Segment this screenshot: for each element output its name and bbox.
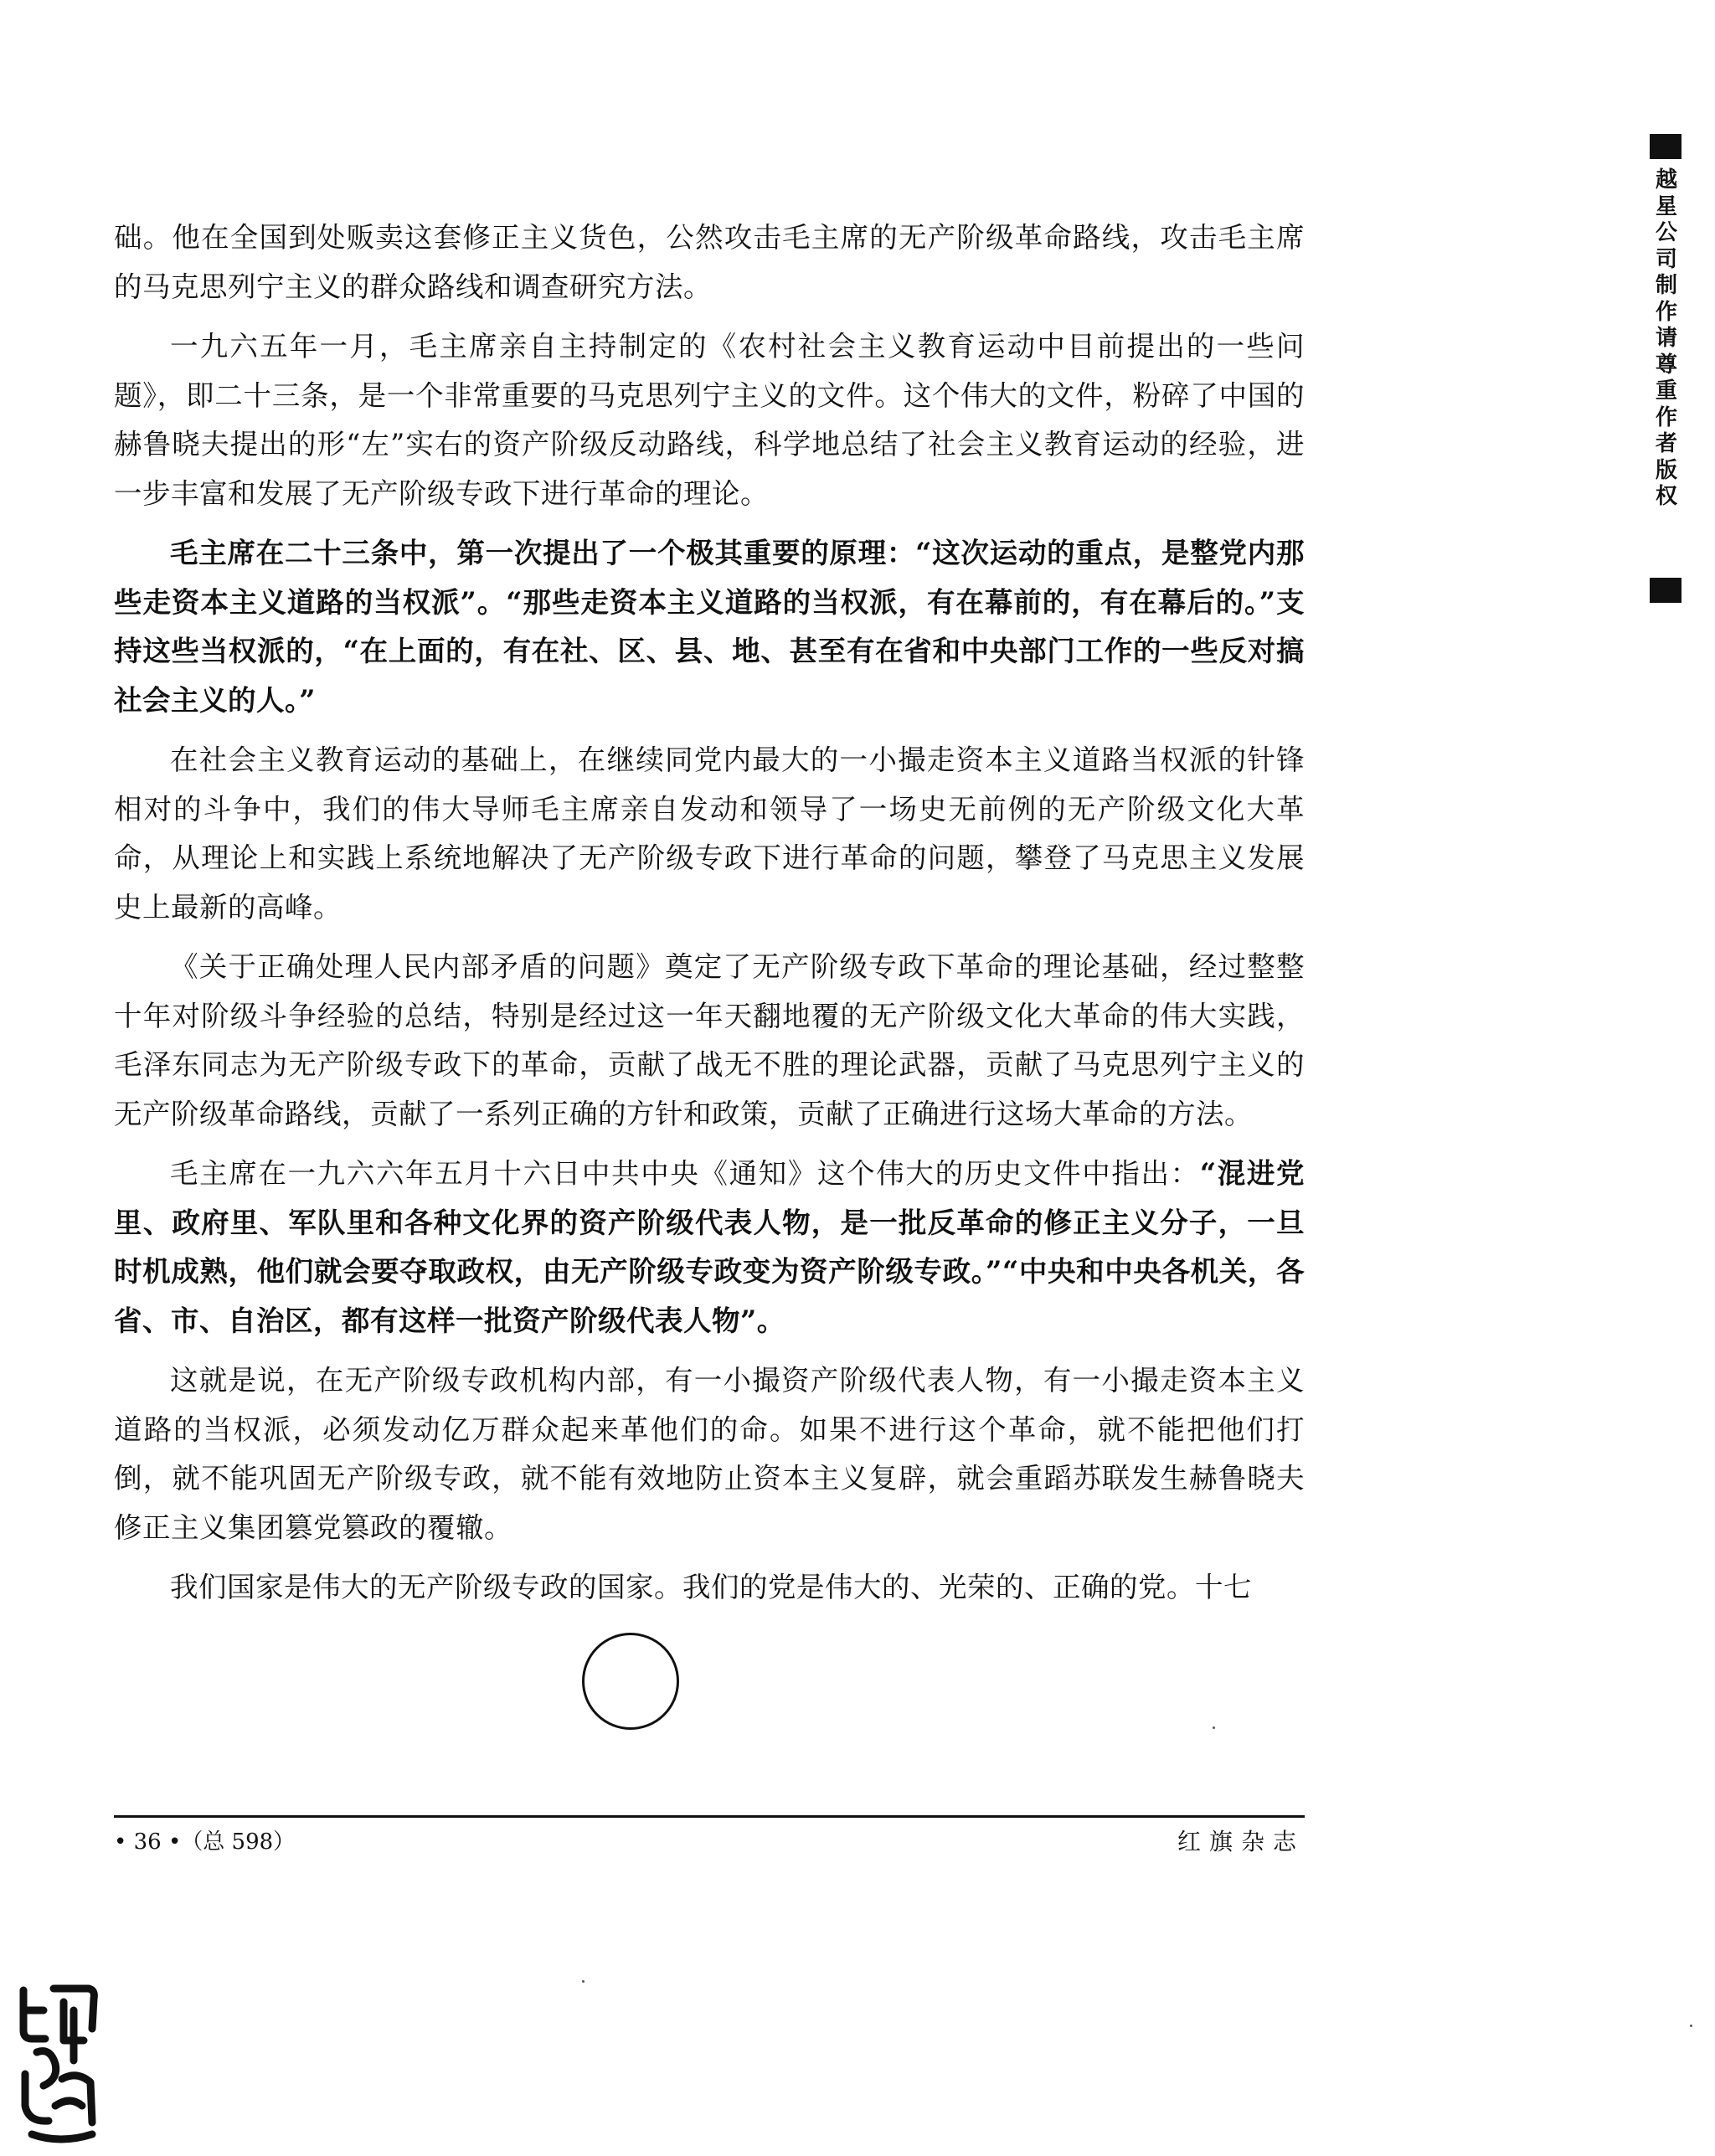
scan-speck [1690,2025,1692,2027]
scan-speck [582,1980,585,1983]
paragraph-6 [114,1150,1305,1346]
paragraph-5: 《关于正确处理人民内部矛盾的问题》奠定了无产阶级专政下革命的理论基础，经过整整十年对阶级斗争经验的总结，特别是经过这一年天翻地覆的无产阶级文化大革命的伟大实践，毛泽东同志为无产阶级专政下的革命，贡献了战无不胜的理论武器，贡献了马克思列宁主义的无产阶级革命路线，贡献了一系列正确的方针和政策，贡献了正确进行这场大革命的方法。 [114,950,1305,1130]
article-body [114,214,1305,1623]
scan-speck [1213,1726,1215,1729]
paragraph-6-lead: 毛主席在一九六六年五月十六日中共中央《通知》这个伟大的历史文件中指出： [170,1157,1200,1190]
side-copyright-banner [1648,134,1685,603]
paragraph-2: 一九六五年一月，毛主席亲自主持制定的《农村社会主义教育运动中目前提出的一些问题》，即二十三条，是一个非常重要的马克思列宁主义的文件。这个伟大的文件，粉碎了中国的赫鲁晓夫提出的形“左”实右的资产阶级反动路线，科学地总结了社会主义教育运动的经验，进一步丰富和发展了无产阶级专政下进行革命的理论。 [114,330,1305,510]
paragraph-3-quote: 毛主席在二十三条中，第一次提出了一个极其重要的原理：“这次运动的重点，是整党内那些走资本主义道路的当权派”。“那些走资本主义道路的当权派，有在幕前的，有在幕后的。”支持这些当权派的，“在上面的，有在社、区、县、地、甚至有在省和中央部门工作的一些反对搞社会主义的人。” [114,537,1305,717]
page-number: • 36 •（总 598） [114,1829,296,1855]
banner-text: 越星公司制作请尊重作者版权 [1655,167,1677,509]
paragraph-6-quote: “混进党里、政府里、军队里和各种文化界的资产阶级代表人物，是一批反革命的修正主义分子，一旦时机成熟，他们就会要夺取政权，由无产阶级专政变为资产阶级专政。”“中央和中央各机关，各省、市、自治区，都有这样一批资产阶级代表人物”。 [114,1157,1305,1337]
hand-drawn-circle-mark [582,1633,679,1730]
journal-name: 红旗杂志 [1177,1828,1305,1855]
paragraph-1: 础。他在全国到处贩卖这套修正主义货色，公然攻击毛主席的无产阶级革命路线，攻击毛主席的马克思列宁主义的群众路线和调查研究方法。 [114,221,1305,303]
paragraph-7: 这就是说，在无产阶级专政机构内部，有一小撮资产阶级代表人物，有一小撮走资本主义道路的当权派，必须发动亿万群众起来革他们的命。如果不进行这个革命，就不能把他们打倒，就不能巩固无产阶级专政，就不能有效地防止资本主义复辟，就会重蹈苏联发生赫鲁晓夫修正主义集团篡党篡政的覆辙。 [114,1364,1305,1544]
footer-rule [114,1815,1305,1818]
paragraph-4: 在社会主义教育运动的基础上，在继续同党内最大的一小撮走资本主义道路当权派的针锋相对的斗争中，我们的伟大导师毛主席亲自发动和领导了一场史无前例的无产阶级文化大革命，从理论上和实践上系统地解决了无产阶级专政下进行革命的问题，攀登了马克思主义发展史上最新的高峰。 [114,744,1305,924]
banner-bar-bottom [1650,578,1682,603]
paragraph-8: 我们国家是伟大的无产阶级专政的国家。我们的党是伟大的、光荣的、正确的党。十七 [170,1571,1252,1603]
banner-bar-top [1650,134,1682,159]
seal-stamp-icon [12,1980,104,2148]
